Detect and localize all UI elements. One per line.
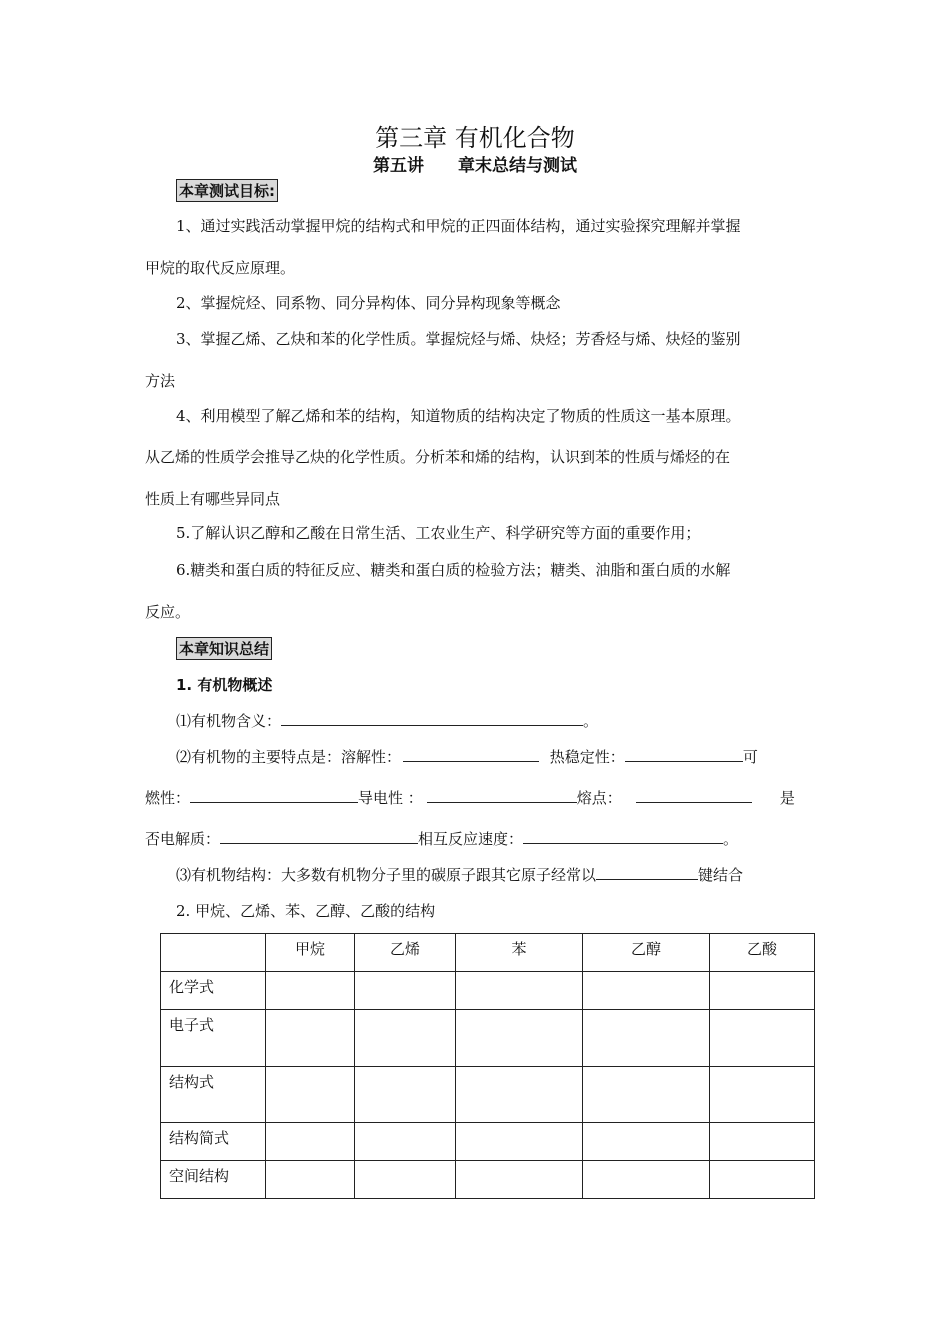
table-cell[interactable]	[710, 972, 815, 1010]
table-cell[interactable]	[583, 1161, 710, 1199]
table-cell[interactable]	[266, 1161, 355, 1199]
page-title: 第三章 有机化合物	[375, 124, 575, 152]
table-cell[interactable]	[355, 1010, 456, 1067]
row-label: 结构式	[161, 1067, 266, 1123]
q2-label: ⑵有机物的主要特点是：溶解性：	[176, 748, 402, 766]
question-3: ⑶有机物结构：大多数有机物分子里的碳原子跟其它原子经常以 键结合	[176, 866, 744, 884]
table-cell[interactable]	[583, 1123, 710, 1161]
table-row	[161, 972, 815, 1010]
table-cell[interactable]	[456, 1067, 583, 1123]
goal-4-line3: 性质上有哪些异同点	[145, 490, 281, 508]
question-2-line3: 否电解质： 相互反应速度： 。	[145, 830, 739, 848]
structure-table	[160, 933, 815, 1199]
table-cell[interactable]	[266, 1123, 355, 1161]
blank-solubility[interactable]	[403, 747, 539, 762]
table-cell[interactable]	[456, 1123, 583, 1161]
row-label: 化学式	[161, 972, 266, 1010]
row-label: 空间结构	[161, 1161, 266, 1199]
table-header-cell: 乙烯	[355, 934, 456, 972]
question-2-line2: 燃性： 导电性 ： 熔点： 是	[145, 789, 795, 807]
row-label: 电子式	[161, 1010, 266, 1067]
table-cell[interactable]	[456, 1010, 583, 1067]
blank-melting-point[interactable]	[636, 788, 752, 803]
table-cell[interactable]	[355, 1067, 456, 1123]
goal-1-line1: 1、通过实践活动掌握甲烷的结构式和甲烷的正四面体结构，通过实验探究理解并掌握	[176, 217, 741, 235]
table-header-cell: 乙酸	[710, 934, 815, 972]
goal-4-line1: 4、利用模型了解乙烯和苯的结构，知道物质的结构决定了物质的性质这一基本原理。	[176, 407, 741, 425]
q1-label: ⑴有机物含义：	[176, 712, 282, 730]
goal-5: 5.了解认识乙醇和乙酸在日常生活、工农业生产、科学研究等方面的重要作用；	[176, 524, 701, 542]
blank-bond-type[interactable]	[596, 865, 698, 880]
table-cell[interactable]	[355, 1123, 456, 1161]
section-2-heading: 2. 甲烷、乙烯、苯、乙醇、乙酸的结构	[176, 902, 436, 920]
table-row	[161, 1067, 815, 1123]
page-subtitle: 第五讲 章末总结与测试	[373, 156, 577, 176]
blank-thermal-stability[interactable]	[625, 747, 743, 762]
table-header-cell: 苯	[456, 934, 583, 972]
table-cell[interactable]	[355, 972, 456, 1010]
goal-2: 2、掌握烷烃、同系物、同分异构体、同分异构现象等概念	[176, 294, 561, 312]
blank-definition[interactable]	[281, 711, 583, 726]
section-1-heading: 1. 有机物概述	[176, 676, 273, 694]
table-cell[interactable]	[456, 972, 583, 1010]
question-2-line1: ⑵有机物的主要特点是：溶解性： 热稳定性： 可	[176, 748, 758, 766]
table-cell[interactable]	[266, 1010, 355, 1067]
goal-4-line2: 从乙烯的性质学会推导乙炔的化学性质。分析苯和烯的结构，认识到苯的性质与烯烃的在	[145, 448, 731, 466]
table-row	[161, 1123, 815, 1161]
blank-reaction-rate[interactable]	[523, 829, 723, 844]
table-cell[interactable]	[710, 1010, 815, 1067]
goals-heading: 本章测试目标:	[176, 179, 278, 202]
table-header-cell	[161, 934, 266, 972]
row-label: 结构简式	[161, 1123, 266, 1161]
table-row	[161, 1010, 815, 1067]
goal-3-line2: 方法	[145, 372, 176, 390]
goal-6-line2: 反应。	[145, 603, 191, 621]
table-cell[interactable]	[266, 1067, 355, 1123]
table-cell[interactable]	[456, 1161, 583, 1199]
blank-conductivity[interactable]	[427, 788, 577, 803]
table-row	[161, 1161, 815, 1199]
question-1: ⑴有机物含义： 。	[176, 712, 599, 730]
table-cell[interactable]	[266, 972, 355, 1010]
blank-flammability[interactable]	[190, 788, 358, 803]
blank-electrolyte[interactable]	[220, 829, 418, 844]
table-header-cell: 乙醇	[583, 934, 710, 972]
table-cell[interactable]	[710, 1123, 815, 1161]
table-cell[interactable]	[710, 1067, 815, 1123]
goal-1-line2: 甲烷的取代反应原理。	[145, 259, 296, 277]
table-cell[interactable]	[710, 1161, 815, 1199]
table-header-row	[161, 934, 815, 972]
table-cell[interactable]	[583, 1010, 710, 1067]
summary-heading: 本章知识总结	[176, 637, 272, 660]
goal-6-line1: 6.糖类和蛋白质的特征反应、糖类和蛋白质的检验方法；糖类、油脂和蛋白质的水解	[176, 561, 731, 579]
table-cell[interactable]	[583, 1067, 710, 1123]
table-header-cell: 甲烷	[266, 934, 355, 972]
table-cell[interactable]	[583, 972, 710, 1010]
goal-3-line1: 3、掌握乙烯、乙炔和苯的化学性质。掌握烷烃与烯、炔烃；芳香烃与烯、炔烃的鉴别	[176, 330, 741, 348]
table-cell[interactable]	[355, 1161, 456, 1199]
